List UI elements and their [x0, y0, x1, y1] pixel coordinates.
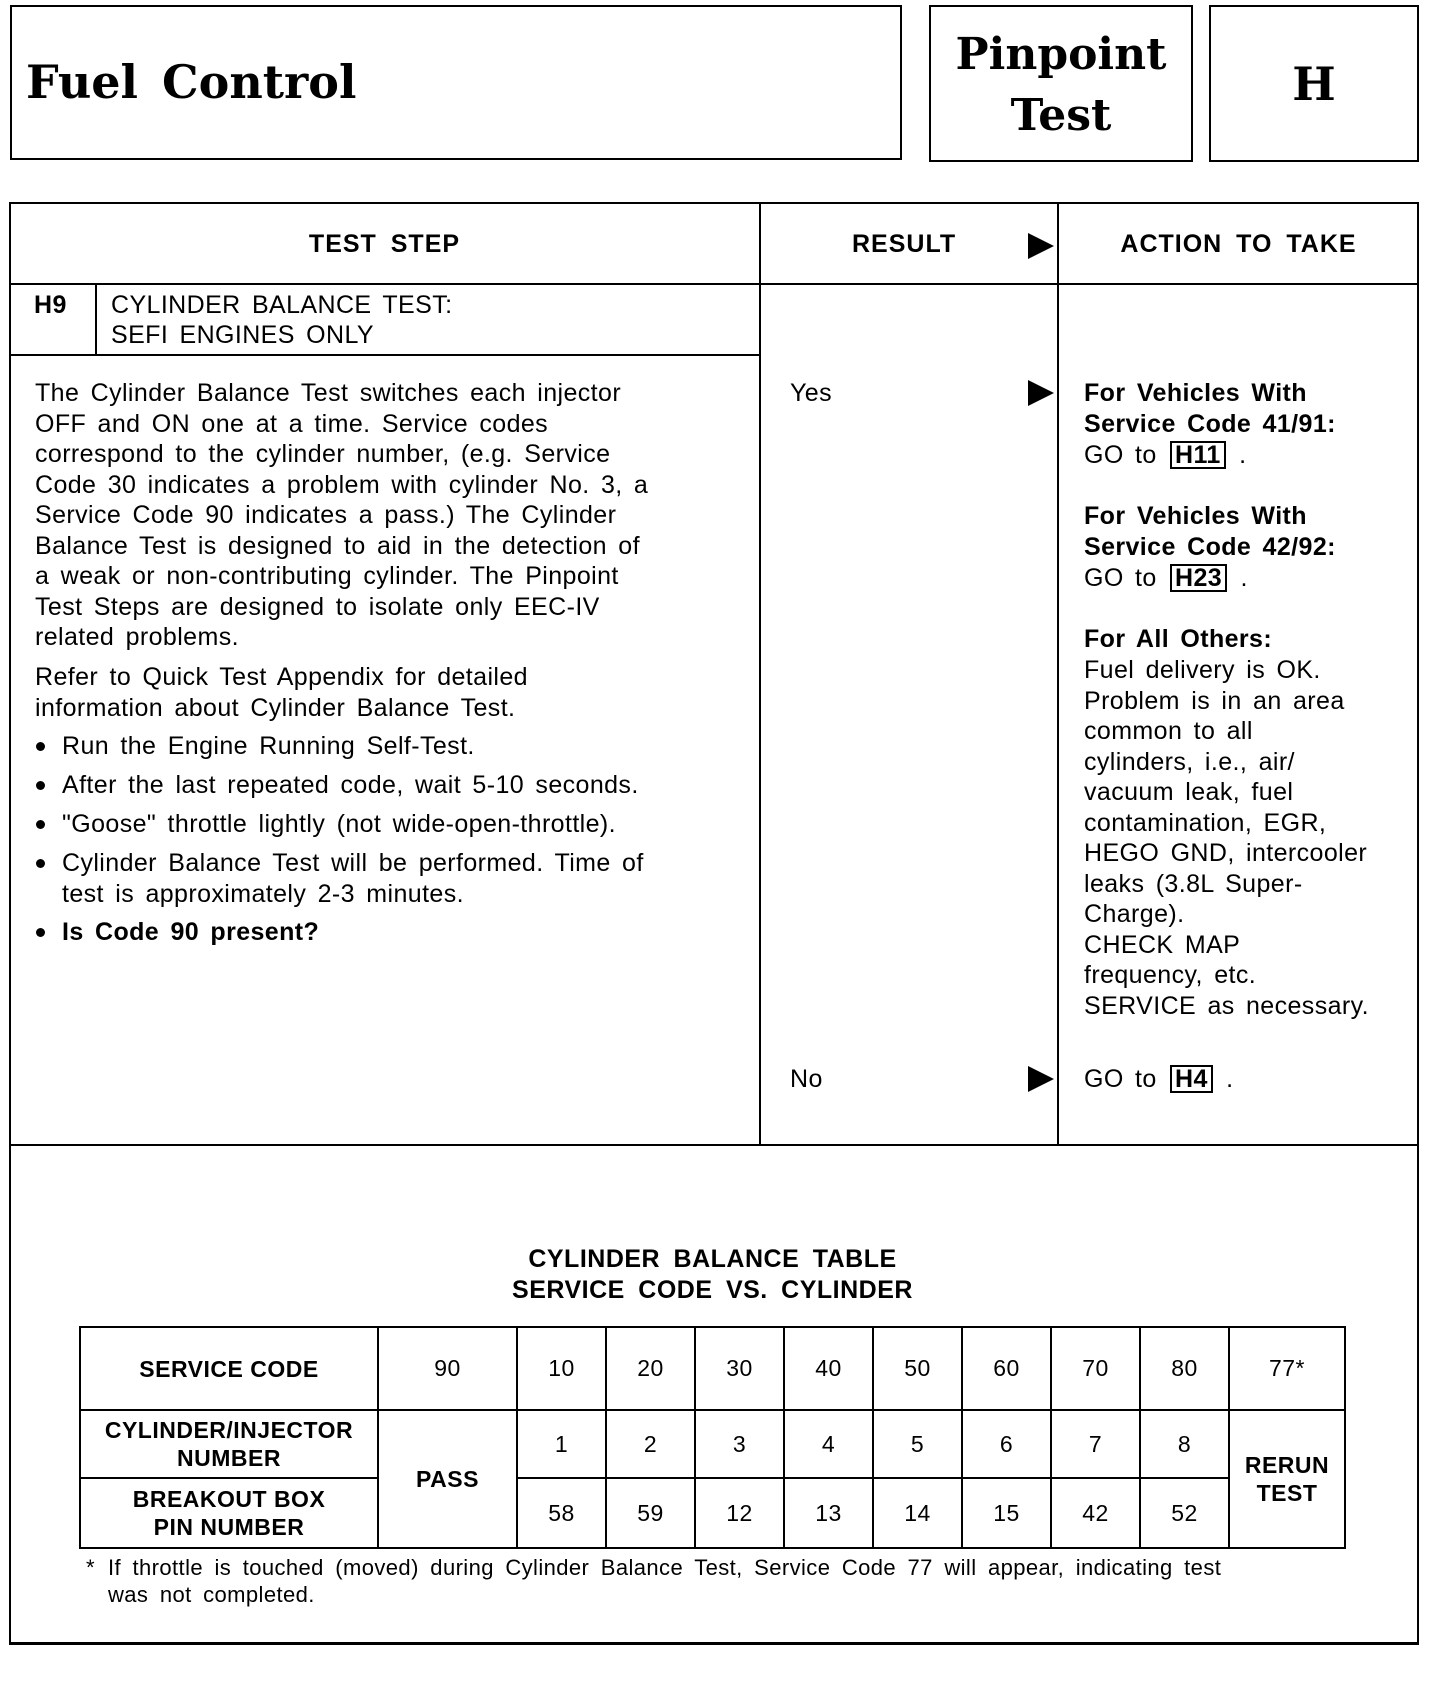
label-line: RERUN: [1244, 1452, 1330, 1478]
action-line: frequency, etc.: [1084, 961, 1257, 989]
goto-label: GO to: [1084, 564, 1157, 592]
cylinder-balance-table: [79, 1326, 1346, 1549]
footnote-line2: was not completed.: [108, 1582, 315, 1607]
service-code-row: [80, 1327, 1345, 1410]
service-code-cell: 40: [784, 1327, 873, 1410]
cylinder-cell: 7: [1051, 1410, 1140, 1478]
description-line: Test Steps are designed to isolate only EEC-IV: [35, 592, 600, 621]
goto-h23-link[interactable]: H23: [1170, 564, 1227, 592]
bullet-icon: [36, 859, 45, 868]
action-line: HEGO GND, intercooler: [1084, 839, 1368, 867]
step-title-line1: CYLINDER BALANCE TEST:: [111, 291, 453, 319]
test-letter: H: [1292, 57, 1336, 111]
reference-line: Refer to Quick Test Appendix for detailed: [35, 663, 528, 691]
description-line: Balance Test is designed to aid in the detection of: [35, 531, 640, 560]
step-title-divider: [9, 354, 760, 356]
service-code-cell: 80: [1140, 1327, 1229, 1410]
cylinder-cell: 8: [1140, 1410, 1229, 1478]
label-line: TEST: [1256, 1480, 1318, 1506]
service-code-cell: 20: [606, 1327, 695, 1410]
action-line: CHECK MAP: [1084, 930, 1241, 959]
service-code-cell: 30: [695, 1327, 784, 1410]
action-line: common to all: [1084, 717, 1253, 745]
result-yes: Yes: [790, 379, 832, 407]
action-line: contamination, EGR,: [1084, 808, 1327, 837]
column-divider-result: [759, 202, 761, 1146]
column-header-test-step: TEST STEP: [308, 230, 461, 258]
action-group1-heading1: For Vehicles With: [1084, 379, 1307, 407]
cylinder-cell: 1: [517, 1410, 606, 1478]
pin-cell: 12: [695, 1478, 784, 1548]
service-code-cell: 10: [517, 1327, 606, 1410]
cylinder-table-title1: CYLINDER BALANCE TABLE: [528, 1245, 897, 1273]
instruction-line: Is Code 90 present?: [62, 918, 320, 946]
step-id-divider: [95, 283, 97, 355]
action-line: Fuel delivery is OK.: [1084, 656, 1321, 684]
pass-code-cell: 90: [378, 1327, 517, 1410]
result-arrow-icon: [1028, 233, 1054, 259]
service-code-cell: 60: [962, 1327, 1051, 1410]
section-title-box: [10, 5, 902, 160]
step-title-line2: SEFI ENGINES ONLY: [111, 321, 375, 349]
period: .: [1226, 1065, 1234, 1093]
instruction-line: test is approximately 2-3 minutes.: [62, 879, 464, 908]
cylinder-cell: 2: [606, 1410, 695, 1478]
description-line: Code 30 indicates a problem with cylinder No. 3, a: [35, 470, 649, 499]
cylinder-cell: 6: [962, 1410, 1051, 1478]
instruction-line: Cylinder Balance Test will be performed. Time of: [62, 849, 644, 877]
section-title: Fuel Control: [26, 55, 357, 109]
description-line: a weak or non-contributing cylinder. The Pinpoint: [35, 562, 619, 590]
header-row-divider: [9, 283, 1419, 285]
action-group2-heading2: Service Code 42/92:: [1084, 533, 1336, 561]
test-letter-box: [1209, 5, 1419, 162]
footnote-mark: *: [86, 1555, 95, 1580]
action-group2-heading1: For Vehicles With: [1084, 502, 1307, 530]
column-header-result: RESULT: [852, 230, 957, 258]
description-line: OFF and ON one at a time. Service codes: [35, 409, 549, 438]
test-type-box: [929, 5, 1193, 162]
goto-label: GO to: [1084, 1065, 1157, 1093]
bullet-icon: [36, 742, 45, 751]
action-no-goto: [1084, 1064, 1234, 1094]
footnote-line1: If throttle is touched (moved) during Cylinder Balance Test, Service Code 77 will appear, indicating test: [108, 1555, 1222, 1580]
label-line: BREAKOUT BOX: [132, 1486, 326, 1512]
service-code-cell: 50: [873, 1327, 962, 1410]
test-type-line2: Test: [1010, 90, 1112, 141]
cylinder-cell: 5: [873, 1410, 962, 1478]
rerun-code-cell: 77*: [1229, 1327, 1345, 1410]
pin-cell: 13: [784, 1478, 873, 1548]
cylinder-table-title2: SERVICE CODE VS. CYLINDER: [512, 1276, 913, 1304]
row-label-cylinder: [80, 1410, 378, 1478]
goto-label: GO to: [1084, 441, 1157, 469]
label-line: NUMBER: [177, 1445, 281, 1471]
instruction-line: Run the Engine Running Self-Test.: [62, 732, 475, 760]
row-label-pin: [80, 1478, 378, 1548]
step-id: H9: [34, 291, 67, 319]
test-type-line1: Pinpoint: [955, 29, 1167, 80]
action-line: leaks (3.8L Super-: [1084, 869, 1303, 898]
label-line: PIN NUMBER: [153, 1514, 305, 1540]
goto-h11-link[interactable]: H11: [1170, 441, 1226, 469]
row-label-service-code: SERVICE CODE: [80, 1327, 378, 1410]
action-others-heading: For All Others:: [1084, 625, 1273, 653]
reference-line: information about Cylinder Balance Test.: [35, 693, 516, 722]
description-line: correspond to the cylinder number, (e.g. Service: [35, 440, 611, 468]
instruction-line: After the last repeated code, wait 5-10 seconds.: [62, 771, 639, 799]
pin-row: [80, 1478, 1345, 1548]
pass-cell: PASS: [378, 1410, 517, 1548]
bullet-icon: [36, 928, 45, 937]
action-group1-goto: [1084, 440, 1246, 470]
pin-cell: 52: [1140, 1478, 1229, 1548]
action-line: cylinders, i.e., air/: [1084, 747, 1295, 776]
column-divider-action: [1057, 202, 1059, 1146]
action-line: SERVICE as necessary.: [1084, 991, 1370, 1020]
bullet-icon: [36, 820, 45, 829]
service-code-cell: 70: [1051, 1327, 1140, 1410]
column-header-action: ACTION TO TAKE: [1120, 230, 1357, 258]
action-line: vacuum leak, fuel: [1084, 778, 1294, 806]
label-line: CYLINDER/INJECTOR: [104, 1417, 354, 1443]
description-line: Service Code 90 indicates a pass.) The Cylinder: [35, 501, 617, 529]
cylinder-cell: 3: [695, 1410, 784, 1478]
period: .: [1239, 441, 1247, 469]
result-no: No: [790, 1065, 823, 1093]
instruction-line: "Goose" throttle lightly (not wide-open-throttle).: [62, 810, 616, 838]
no-arrow-icon: [1028, 1066, 1054, 1092]
yes-arrow-icon: [1028, 380, 1054, 406]
description-line: The Cylinder Balance Test switches each injector: [35, 379, 622, 407]
period: .: [1240, 564, 1248, 592]
bullet-icon: [36, 781, 45, 790]
step-section-bottom: [9, 1144, 1419, 1146]
action-group1-heading2: Service Code 41/91:: [1084, 410, 1336, 438]
pin-cell: 14: [873, 1478, 962, 1548]
pin-cell: 15: [962, 1478, 1051, 1548]
pin-cell: 58: [517, 1478, 606, 1548]
pin-cell: 42: [1051, 1478, 1140, 1548]
cylinder-row: [80, 1410, 1345, 1478]
goto-h4-link[interactable]: H4: [1170, 1065, 1213, 1093]
action-line: Charge).: [1084, 900, 1185, 928]
description-line: related problems.: [35, 623, 239, 651]
cylinder-cell: 4: [784, 1410, 873, 1478]
rerun-cell: [1229, 1410, 1345, 1548]
pin-cell: 59: [606, 1478, 695, 1548]
action-group2-goto: [1084, 563, 1248, 593]
action-line: Problem is in an area: [1084, 686, 1345, 715]
